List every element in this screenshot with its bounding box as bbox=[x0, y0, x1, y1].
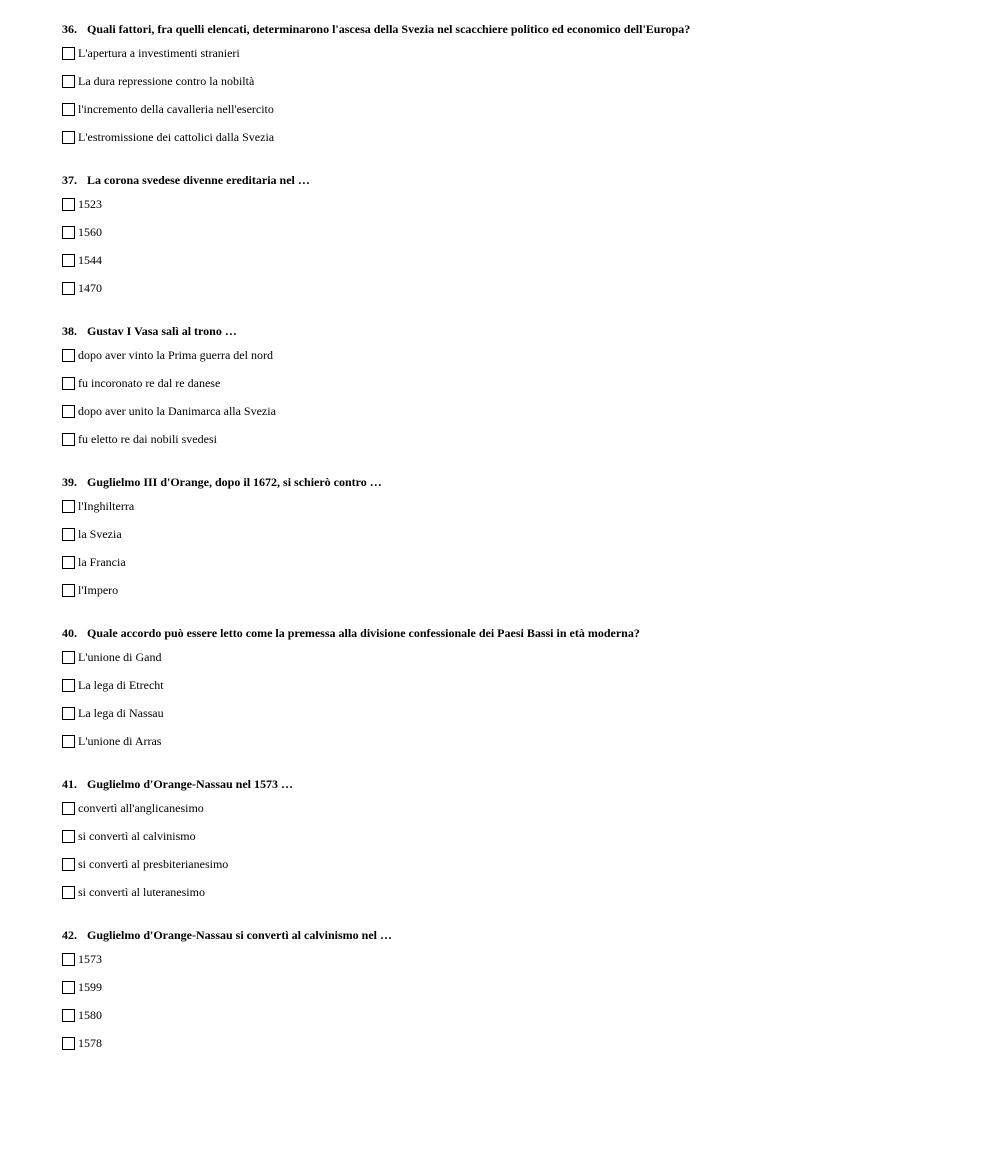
answer-option[interactable] bbox=[62, 1029, 962, 1057]
answer-checkbox[interactable] bbox=[62, 1037, 75, 1050]
question-38 bbox=[62, 322, 962, 473]
answer-label[interactable]: l'incremento della cavalleria nell'esercito bbox=[78, 102, 274, 116]
answer-label[interactable]: La dura repressione contro la nobiltà bbox=[78, 74, 255, 88]
answer-label[interactable]: 1470 bbox=[78, 281, 102, 295]
answer-checkbox[interactable] bbox=[62, 254, 75, 267]
question-text: Guglielmo d'Orange-Nassau si convertì al calvinismo nel … bbox=[87, 928, 392, 942]
answer-label[interactable]: convertì all'anglicanesimo bbox=[78, 801, 204, 815]
question-text: Guglielmo d'Orange-Nassau nel 1573 … bbox=[87, 777, 294, 791]
answer-checkbox[interactable] bbox=[62, 1009, 75, 1022]
answer-checkbox[interactable] bbox=[62, 282, 75, 295]
answer-checkbox[interactable] bbox=[62, 707, 75, 720]
answer-checkbox[interactable] bbox=[62, 198, 75, 211]
answer-option[interactable] bbox=[62, 492, 962, 520]
answer-label[interactable]: L'estromissione dei cattolici dalla Svezia bbox=[78, 130, 275, 144]
answer-label[interactable]: si convertì al calvinismo bbox=[78, 829, 196, 843]
question-title bbox=[62, 20, 962, 39]
question-37 bbox=[62, 171, 962, 322]
question-text: Quali fattori, fra quelli elencati, determinarono l'ascesa della Svezia nel scacchiere politico ed economico dell'Europa? bbox=[87, 22, 691, 36]
answer-option[interactable] bbox=[62, 548, 962, 576]
answer-option[interactable] bbox=[62, 341, 962, 369]
answer-label[interactable]: fu incoronato re dal re danese bbox=[78, 376, 221, 390]
answer-label[interactable]: 1573 bbox=[78, 952, 102, 966]
answer-checkbox[interactable] bbox=[62, 651, 75, 664]
answer-option[interactable] bbox=[62, 274, 962, 302]
answer-option[interactable] bbox=[62, 39, 962, 67]
answer-option[interactable] bbox=[62, 878, 962, 906]
answer-checkbox[interactable] bbox=[62, 131, 75, 144]
answer-checkbox[interactable] bbox=[62, 886, 75, 899]
answer-option[interactable] bbox=[62, 369, 962, 397]
answer-label[interactable]: 1523 bbox=[78, 197, 102, 211]
answer-checkbox[interactable] bbox=[62, 556, 75, 569]
answer-checkbox[interactable] bbox=[62, 953, 75, 966]
answer-label[interactable]: 1580 bbox=[78, 1008, 102, 1022]
answer-option[interactable] bbox=[62, 643, 962, 671]
answer-label[interactable]: si convertì al luteranesimo bbox=[78, 885, 205, 899]
answer-label[interactable]: dopo aver vinto la Prima guerra del nord bbox=[78, 348, 273, 362]
answer-checkbox[interactable] bbox=[62, 103, 75, 116]
answer-option[interactable] bbox=[62, 190, 962, 218]
question-text: La corona svedese divenne ereditaria nel … bbox=[87, 173, 310, 187]
answer-option[interactable] bbox=[62, 945, 962, 973]
answer-label[interactable]: fu eletto re dai nobili svedesi bbox=[78, 432, 217, 446]
answer-checkbox[interactable] bbox=[62, 802, 75, 815]
answer-checkbox[interactable] bbox=[62, 981, 75, 994]
answer-option[interactable] bbox=[62, 727, 962, 755]
answer-label[interactable]: 1599 bbox=[78, 980, 102, 994]
answer-checkbox[interactable] bbox=[62, 830, 75, 843]
question-title bbox=[62, 624, 962, 643]
answer-label[interactable]: l'Impero bbox=[78, 583, 119, 597]
answer-label[interactable]: L'unione di Gand bbox=[78, 650, 162, 664]
answer-option[interactable] bbox=[62, 397, 962, 425]
question-title bbox=[62, 775, 962, 794]
answer-option[interactable] bbox=[62, 425, 962, 453]
answer-option[interactable] bbox=[62, 973, 962, 1001]
answer-checkbox[interactable] bbox=[62, 735, 75, 748]
answer-option[interactable] bbox=[62, 520, 962, 548]
answer-checkbox[interactable] bbox=[62, 679, 75, 692]
question-title bbox=[62, 926, 962, 945]
answer-option[interactable] bbox=[62, 794, 962, 822]
answer-label[interactable]: L'unione di Arras bbox=[78, 734, 162, 748]
answer-label[interactable]: La lega di Nassau bbox=[78, 706, 164, 720]
answer-checkbox[interactable] bbox=[62, 226, 75, 239]
answer-checkbox[interactable] bbox=[62, 405, 75, 418]
question-number: 36. bbox=[62, 22, 77, 36]
question-number: 42. bbox=[62, 928, 77, 942]
answer-checkbox[interactable] bbox=[62, 47, 75, 60]
question-36 bbox=[62, 20, 962, 171]
answer-label[interactable]: la Francia bbox=[78, 555, 126, 569]
question-number: 40. bbox=[62, 626, 77, 640]
answer-label[interactable]: dopo aver unito la Danimarca alla Svezia bbox=[78, 404, 276, 418]
answer-option[interactable] bbox=[62, 246, 962, 274]
answer-checkbox[interactable] bbox=[62, 377, 75, 390]
question-number: 39. bbox=[62, 475, 77, 489]
question-number: 41. bbox=[62, 777, 77, 791]
answer-checkbox[interactable] bbox=[62, 858, 75, 871]
question-title bbox=[62, 322, 962, 341]
answer-option[interactable] bbox=[62, 850, 962, 878]
answer-option[interactable] bbox=[62, 699, 962, 727]
question-text: Gustav I Vasa salì al trono … bbox=[87, 324, 237, 338]
answer-option[interactable] bbox=[62, 67, 962, 95]
answer-label[interactable]: l'Inghilterra bbox=[78, 499, 135, 513]
question-40 bbox=[62, 624, 962, 775]
answer-option[interactable] bbox=[62, 822, 962, 850]
answer-option[interactable] bbox=[62, 123, 962, 151]
answer-label[interactable]: 1578 bbox=[78, 1036, 102, 1050]
answer-option[interactable] bbox=[62, 218, 962, 246]
answer-checkbox[interactable] bbox=[62, 349, 75, 362]
question-number: 38. bbox=[62, 324, 77, 338]
answer-label[interactable]: 1544 bbox=[78, 253, 102, 267]
answer-option[interactable] bbox=[62, 576, 962, 604]
answer-option[interactable] bbox=[62, 671, 962, 699]
answer-label[interactable]: 1560 bbox=[78, 225, 102, 239]
question-number: 37. bbox=[62, 173, 77, 187]
question-title bbox=[62, 171, 962, 190]
answer-label[interactable]: la Svezia bbox=[78, 527, 122, 541]
question-text: Quale accordo può essere letto come la premessa alla divisione confessionale dei Paesi Bassi in età moderna? bbox=[87, 626, 640, 640]
answer-option[interactable] bbox=[62, 1001, 962, 1029]
answer-label[interactable]: L'apertura a investimenti stranieri bbox=[78, 46, 240, 60]
question-39 bbox=[62, 473, 962, 624]
question-42 bbox=[62, 926, 962, 1077]
answer-checkbox[interactable] bbox=[62, 75, 75, 88]
answer-checkbox[interactable] bbox=[62, 528, 75, 541]
answer-label[interactable]: si convertì al presbiterianesimo bbox=[78, 857, 229, 871]
answer-checkbox[interactable] bbox=[62, 584, 75, 597]
answer-label[interactable]: La lega di Etrecht bbox=[78, 678, 164, 692]
quiz-page bbox=[62, 20, 962, 1077]
answer-option[interactable] bbox=[62, 95, 962, 123]
answer-checkbox[interactable] bbox=[62, 500, 75, 513]
answer-checkbox[interactable] bbox=[62, 433, 75, 446]
question-text: Guglielmo III d'Orange, dopo il 1672, si schierò contro … bbox=[87, 475, 382, 489]
question-41 bbox=[62, 775, 962, 926]
question-title bbox=[62, 473, 962, 492]
